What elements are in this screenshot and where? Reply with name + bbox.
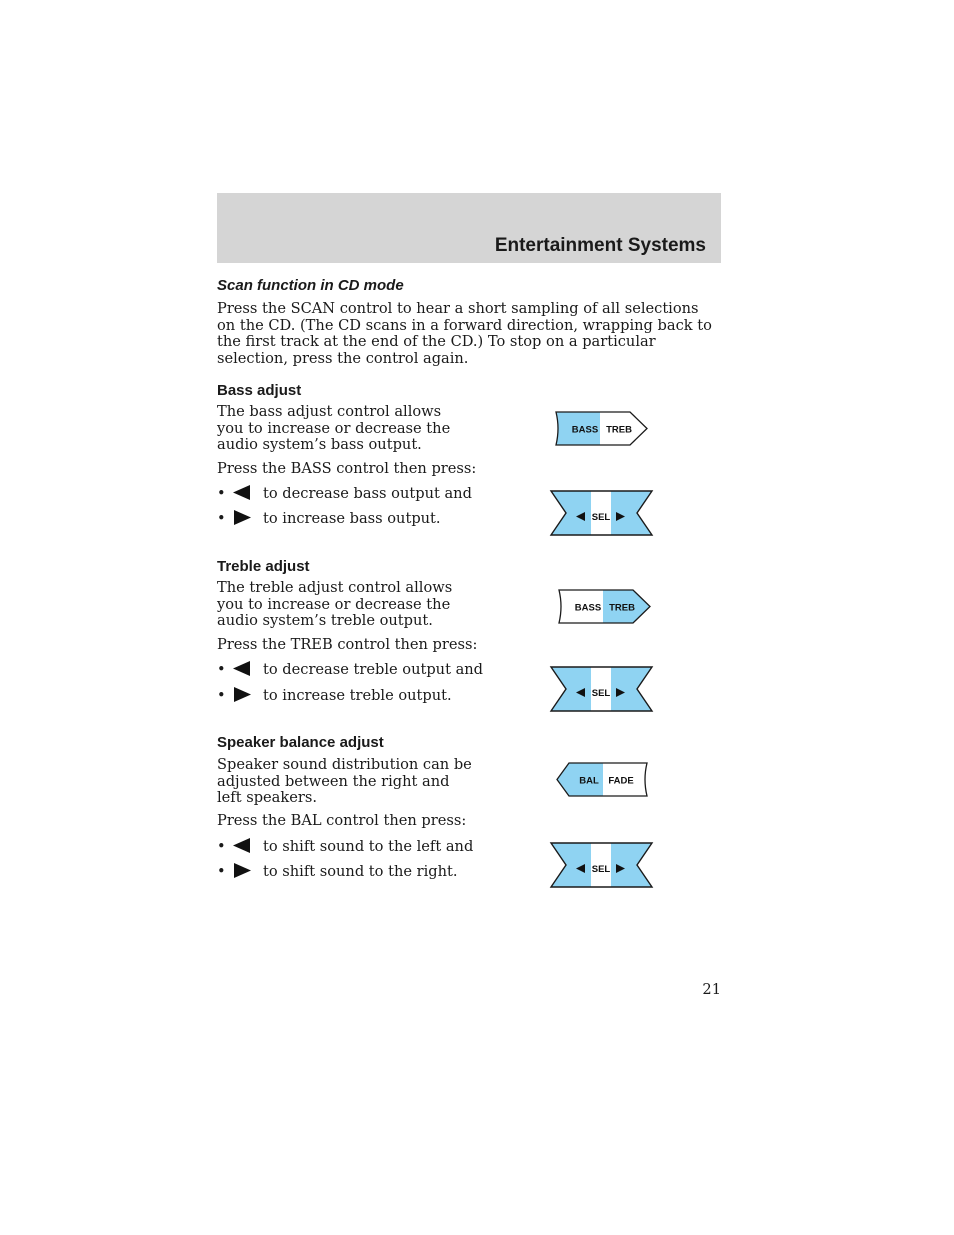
balance-bullet-right xyxy=(217,863,458,880)
treb-label: TREB xyxy=(609,602,635,614)
bass-bullet-increase xyxy=(217,510,441,527)
bass-treb-button-treb-active[interactable] xyxy=(557,589,652,625)
sel-label: SEL xyxy=(591,512,611,523)
treble-bullet-decrease xyxy=(217,661,483,678)
treble-heading: Treble adjust xyxy=(217,558,310,575)
bass-bullet-decrease xyxy=(217,485,472,502)
bullet-dot: • xyxy=(217,510,226,527)
left-triangle-icon xyxy=(233,661,263,676)
bullet-text: to decrease treble output and xyxy=(263,661,484,678)
bass-press-instruction: Press the BASS control then press: xyxy=(217,460,477,477)
bullet-dot: • xyxy=(217,687,226,704)
balance-heading: Speaker balance adjust xyxy=(217,734,384,751)
treble-press-instruction: Press the TREB control then press: xyxy=(217,636,478,653)
bullet-text: to increase bass output. xyxy=(263,510,441,527)
bullet-text: to shift sound to the left and xyxy=(263,838,474,855)
scan-paragraph: Press the SCAN control to hear a short sampling of all selections on the CD. (The CD scans in a forward direction, wrapping back to the first track at the end of the CD.) To stop on a particular selection, press the control again. xyxy=(217,300,712,367)
bullet-dot: • xyxy=(217,863,226,880)
sel-label: SEL xyxy=(591,688,611,699)
sel-rocker-button[interactable] xyxy=(549,489,654,537)
right-triangle-icon xyxy=(233,687,263,702)
bullet-dot: • xyxy=(217,661,226,678)
treble-bullet-increase xyxy=(217,687,452,704)
header-band xyxy=(217,193,721,263)
scan-heading: Scan function in CD mode xyxy=(217,277,404,294)
sel-label: SEL xyxy=(591,864,611,875)
bass-treb-button-bass-active[interactable] xyxy=(554,411,649,447)
balance-paragraph: Speaker sound distribution can be adjusted between the right and left speakers. xyxy=(217,756,472,807)
bal-fade-button[interactable] xyxy=(555,762,651,798)
right-triangle-icon xyxy=(233,863,263,878)
bullet-dot: • xyxy=(217,838,226,855)
bal-label: BAL xyxy=(579,775,599,787)
page-title: Entertainment Systems xyxy=(494,235,706,256)
treb-label: TREB xyxy=(606,424,632,436)
fade-label: FADE xyxy=(608,775,634,787)
balance-bullet-left xyxy=(217,838,473,855)
bullet-text: to decrease bass output and xyxy=(263,485,472,502)
bullet-dot: • xyxy=(217,485,226,502)
right-triangle-icon xyxy=(233,510,263,525)
left-triangle-icon xyxy=(233,485,263,500)
sel-rocker-button[interactable] xyxy=(549,665,654,713)
left-triangle-icon xyxy=(233,838,263,853)
sel-rocker-button[interactable] xyxy=(549,841,654,889)
treble-paragraph: The treble adjust control allows you to increase or decrease the audio system’s treble output. xyxy=(217,579,453,630)
bass-label: BASS xyxy=(571,424,599,436)
bullet-text: to increase treble output. xyxy=(263,687,452,704)
page-number: 21 xyxy=(702,981,721,998)
balance-press-instruction: Press the BAL control then press: xyxy=(217,812,467,829)
bullet-text: to shift sound to the right. xyxy=(263,863,458,880)
bass-paragraph: The bass adjust control allows you to increase or decrease the audio system’s bass output. xyxy=(217,403,451,454)
bass-heading: Bass adjust xyxy=(217,382,302,399)
bass-label: BASS xyxy=(574,602,602,614)
